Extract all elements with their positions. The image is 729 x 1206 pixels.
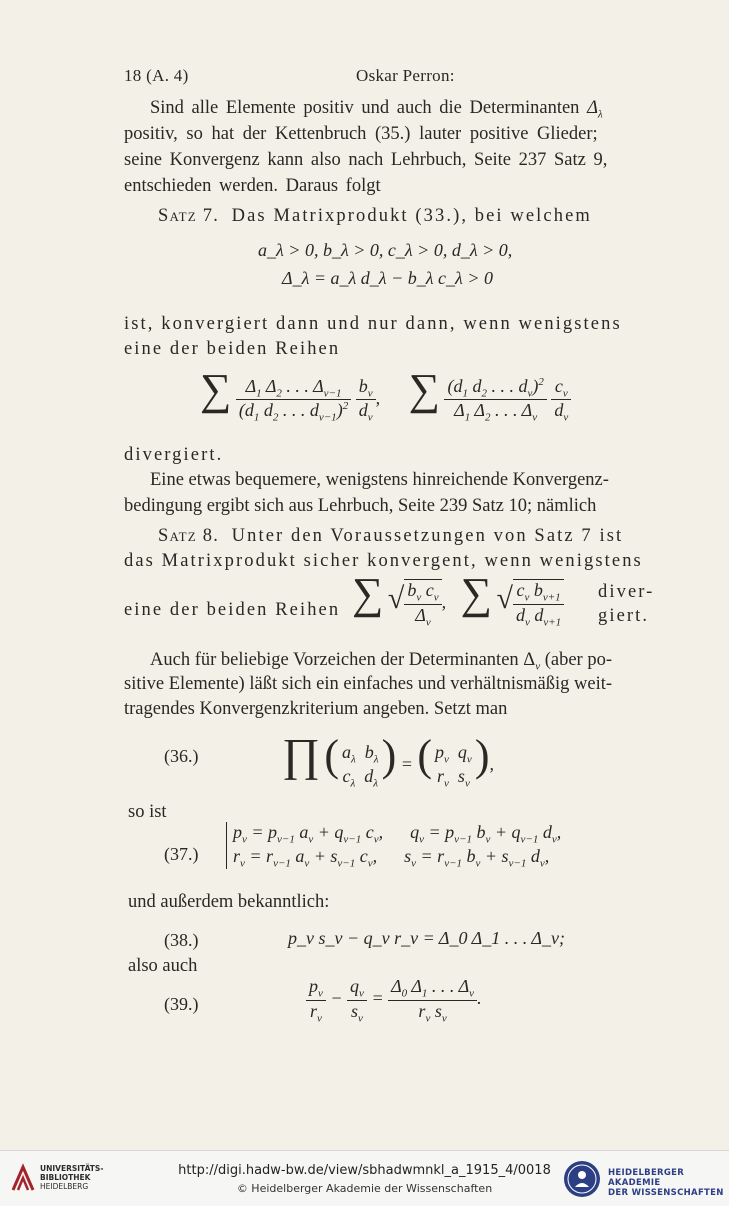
- para1-line4: entschieden werden. Daraus folgt: [124, 176, 381, 196]
- fraction: $\frac{\Delta_0 \Delta_1 . . . \Delta_\nu}{r_\nu s_\nu}$: [388, 976, 477, 1024]
- product-symbol: ∏: [282, 729, 320, 780]
- academy-seal-icon: [562, 1159, 602, 1203]
- satz8-series: ∑ √ $\frac{b_\nu c_\nu}{\Delta_\nu}$ , ∑ √ $\frac{c_\nu b_{\nu+1}}{d_\nu d_{\nu+1}}$: [352, 572, 564, 628]
- para2-line2: bedingung ergibt sich aus Lehrbuch, Seite 239 Satz 10; nämlich: [124, 496, 597, 516]
- fraction: $\frac{p_\nu}{r_\nu}$: [306, 976, 326, 1024]
- footer-bar: [0, 1150, 729, 1206]
- sum-symbol: ∑: [352, 569, 384, 618]
- equation-38: p_ν s_ν − q_ν r_ν = Δ_0 Δ_1 . . . Δ_ν;: [288, 928, 565, 948]
- sum-symbol: ∑: [460, 569, 492, 618]
- equation-36: ∏ ( $a_\lambda$ $b_\lambda$ $c_\lambda$ $d_\lambda$ ) = ( $p_\nu$ $q_\nu$ $r_\nu$ $s_\nu$ ),: [282, 729, 494, 790]
- para3-line1: Auch für beliebige Vorzeichen der Determinanten $\Delta_\nu$ (aber po-: [150, 650, 612, 673]
- satz7-series: ∑ $\frac{\Delta_1 \Delta_2 . . . \Delta_{\nu-1}}{(d_1 d_2 . . . d_{\nu-1})^2}$ $\frac{b_\nu}{d_\nu}$ , ∑ $\frac{(d_1 d_2 . . . d_\nu)^2}{\Delta_1 \Delta_2 . . . \Delta_\nu}$ $\frac{c_\nu}{d_\nu}$: [200, 368, 571, 424]
- und-ausserdem-line: und außerdem bekanntlich:: [128, 892, 330, 912]
- equation-37-row2: $r_\nu = r_{\nu-1}$ $a_\nu + s_{\nu-1}$ $c_\nu$, $s_\nu = r_{\nu-1}$ $b_\nu + s_{\nu-1}$ $d_\nu$,: [233, 845, 550, 870]
- condition-text: Δ_λ = a_λ d_λ − b_λ c_λ > 0: [282, 268, 493, 288]
- bracket: (: [324, 731, 340, 780]
- satz7-condition-determinant: [282, 268, 493, 289]
- condition-text: a_λ > 0, b_λ > 0, c_λ > 0, d_λ > 0,: [258, 240, 513, 260]
- para2-line1: Eine etwas bequemere, wenigstens hinreichende Konvergenz-: [150, 470, 609, 490]
- satz7-heading: Satz 7. Das Matrixprodukt (33.), bei welchem: [158, 206, 592, 226]
- fraction: $\frac{q_\nu}{s_\nu}$: [347, 976, 367, 1024]
- para3-line3: tragendes Konvergenzkriterium angeben. Setzt man: [124, 699, 508, 719]
- bracket: (: [417, 731, 433, 780]
- satz8-giert: giert.: [598, 606, 650, 626]
- academy-name: HEIDELBERGER AKADEMIE DER WISSENSCHAFTEN: [608, 1168, 724, 1198]
- sqrt-symbol: √: [496, 582, 513, 615]
- satz7-line3: eine der beiden Reihen: [124, 339, 341, 359]
- equation-number: (36.): [164, 746, 199, 766]
- fraction: $\frac{b_\nu c_\nu}{\Delta_\nu}$: [404, 579, 441, 628]
- para3-line2: sitive Elemente) läßt sich ein einfaches und verhältnismäßig weit-: [124, 674, 613, 694]
- fraction: $\frac{\Delta_1 \Delta_2 . . . \Delta_{\nu-1}}{(d_1 d_2 . . . d_{\nu-1})^2}$: [236, 376, 351, 424]
- equation-39: $\frac{p_\nu}{r_\nu}$ − $\frac{q_\nu}{s_\nu}$ = $\frac{\Delta_0 \Delta_1 . . . \Delta_\nu}{r_\nu s_\nu}$ .: [306, 976, 482, 1024]
- bracket: ): [381, 731, 397, 780]
- sum-symbol: ∑: [408, 365, 440, 414]
- equation-number: (37.): [164, 844, 199, 864]
- sum-symbol: ∑: [200, 365, 232, 414]
- so-ist-line: so ist: [128, 802, 167, 822]
- equation-37: [226, 822, 561, 869]
- satz8-heading: Satz 8. Unter den Voraussetzungen von Satz 7 ist: [158, 526, 624, 546]
- fraction: $\frac{b_\nu}{d_\nu}$: [356, 376, 376, 424]
- university-library-name: UNIVERSITÄTS- BIBLIOTHEK HEIDELBERG: [40, 1164, 104, 1191]
- satz7-condition-positivity: [258, 240, 512, 261]
- satz7-line2: ist, konvergiert dann und nur dann, wenn wenigstens: [124, 314, 622, 334]
- fraction: $\frac{(d_1 d_2 . . . d_\nu)^2}{\Delta_1 \Delta_2 . . . \Delta_\nu}$: [444, 376, 546, 424]
- satz8-diver: diver-: [598, 582, 655, 602]
- para1-line1: Sind alle Elemente positiv und auch die Determinanten $\Delta_\lambda$: [150, 98, 603, 121]
- satz8-line3: eine der beiden Reihen: [124, 600, 341, 620]
- sqrt-symbol: √: [387, 582, 405, 615]
- equation-number: (38.): [164, 930, 199, 950]
- para1-line3: seine Konvergenz kann also nach Lehrbuch, Seite 237 Satz 9,: [124, 150, 608, 170]
- fraction: $\frac{c_\nu b_{\nu+1}}{d_\nu d_{\nu+1}}$: [513, 579, 564, 628]
- source-url-link[interactable]: http://digi.hadw-bw.de/view/sbhadwmnkl_a_1915_4/0018: [178, 1163, 551, 1178]
- matrix: $p_\nu$ $q_\nu$ $r_\nu$ $s_\nu$: [435, 742, 472, 790]
- para1-line2: positiv, so hat der Kettenbruch (35.) lauter positive Glieder;: [124, 124, 598, 144]
- matrix: $a_\lambda$ $b_\lambda$ $c_\lambda$ $d_\lambda$: [342, 742, 379, 790]
- fraction: $\frac{c_\nu}{d_\nu}$: [551, 376, 571, 424]
- equation-37-row1: $p_\nu = p_{\nu-1}$ $a_\nu + q_{\nu-1}$ $c_\nu$, $q_\nu = p_{\nu-1}$ $b_\nu + q_{\nu-1}$ $d_\nu$,: [233, 822, 562, 846]
- also-auch-line: also auch: [128, 956, 198, 976]
- equation-number: (39.): [164, 994, 199, 1014]
- page-number: 18 (A. 4): [124, 66, 189, 85]
- running-head-author: Oskar Perron:: [356, 66, 455, 85]
- satz8-line2: das Matrixprodukt sicher konvergent, wenn wenigstens: [124, 551, 643, 571]
- copyright-notice: © Heidelberger Akademie der Wissenschaften: [236, 1182, 493, 1195]
- bracket: ): [474, 731, 490, 780]
- divergiert-line: divergiert.: [124, 445, 224, 465]
